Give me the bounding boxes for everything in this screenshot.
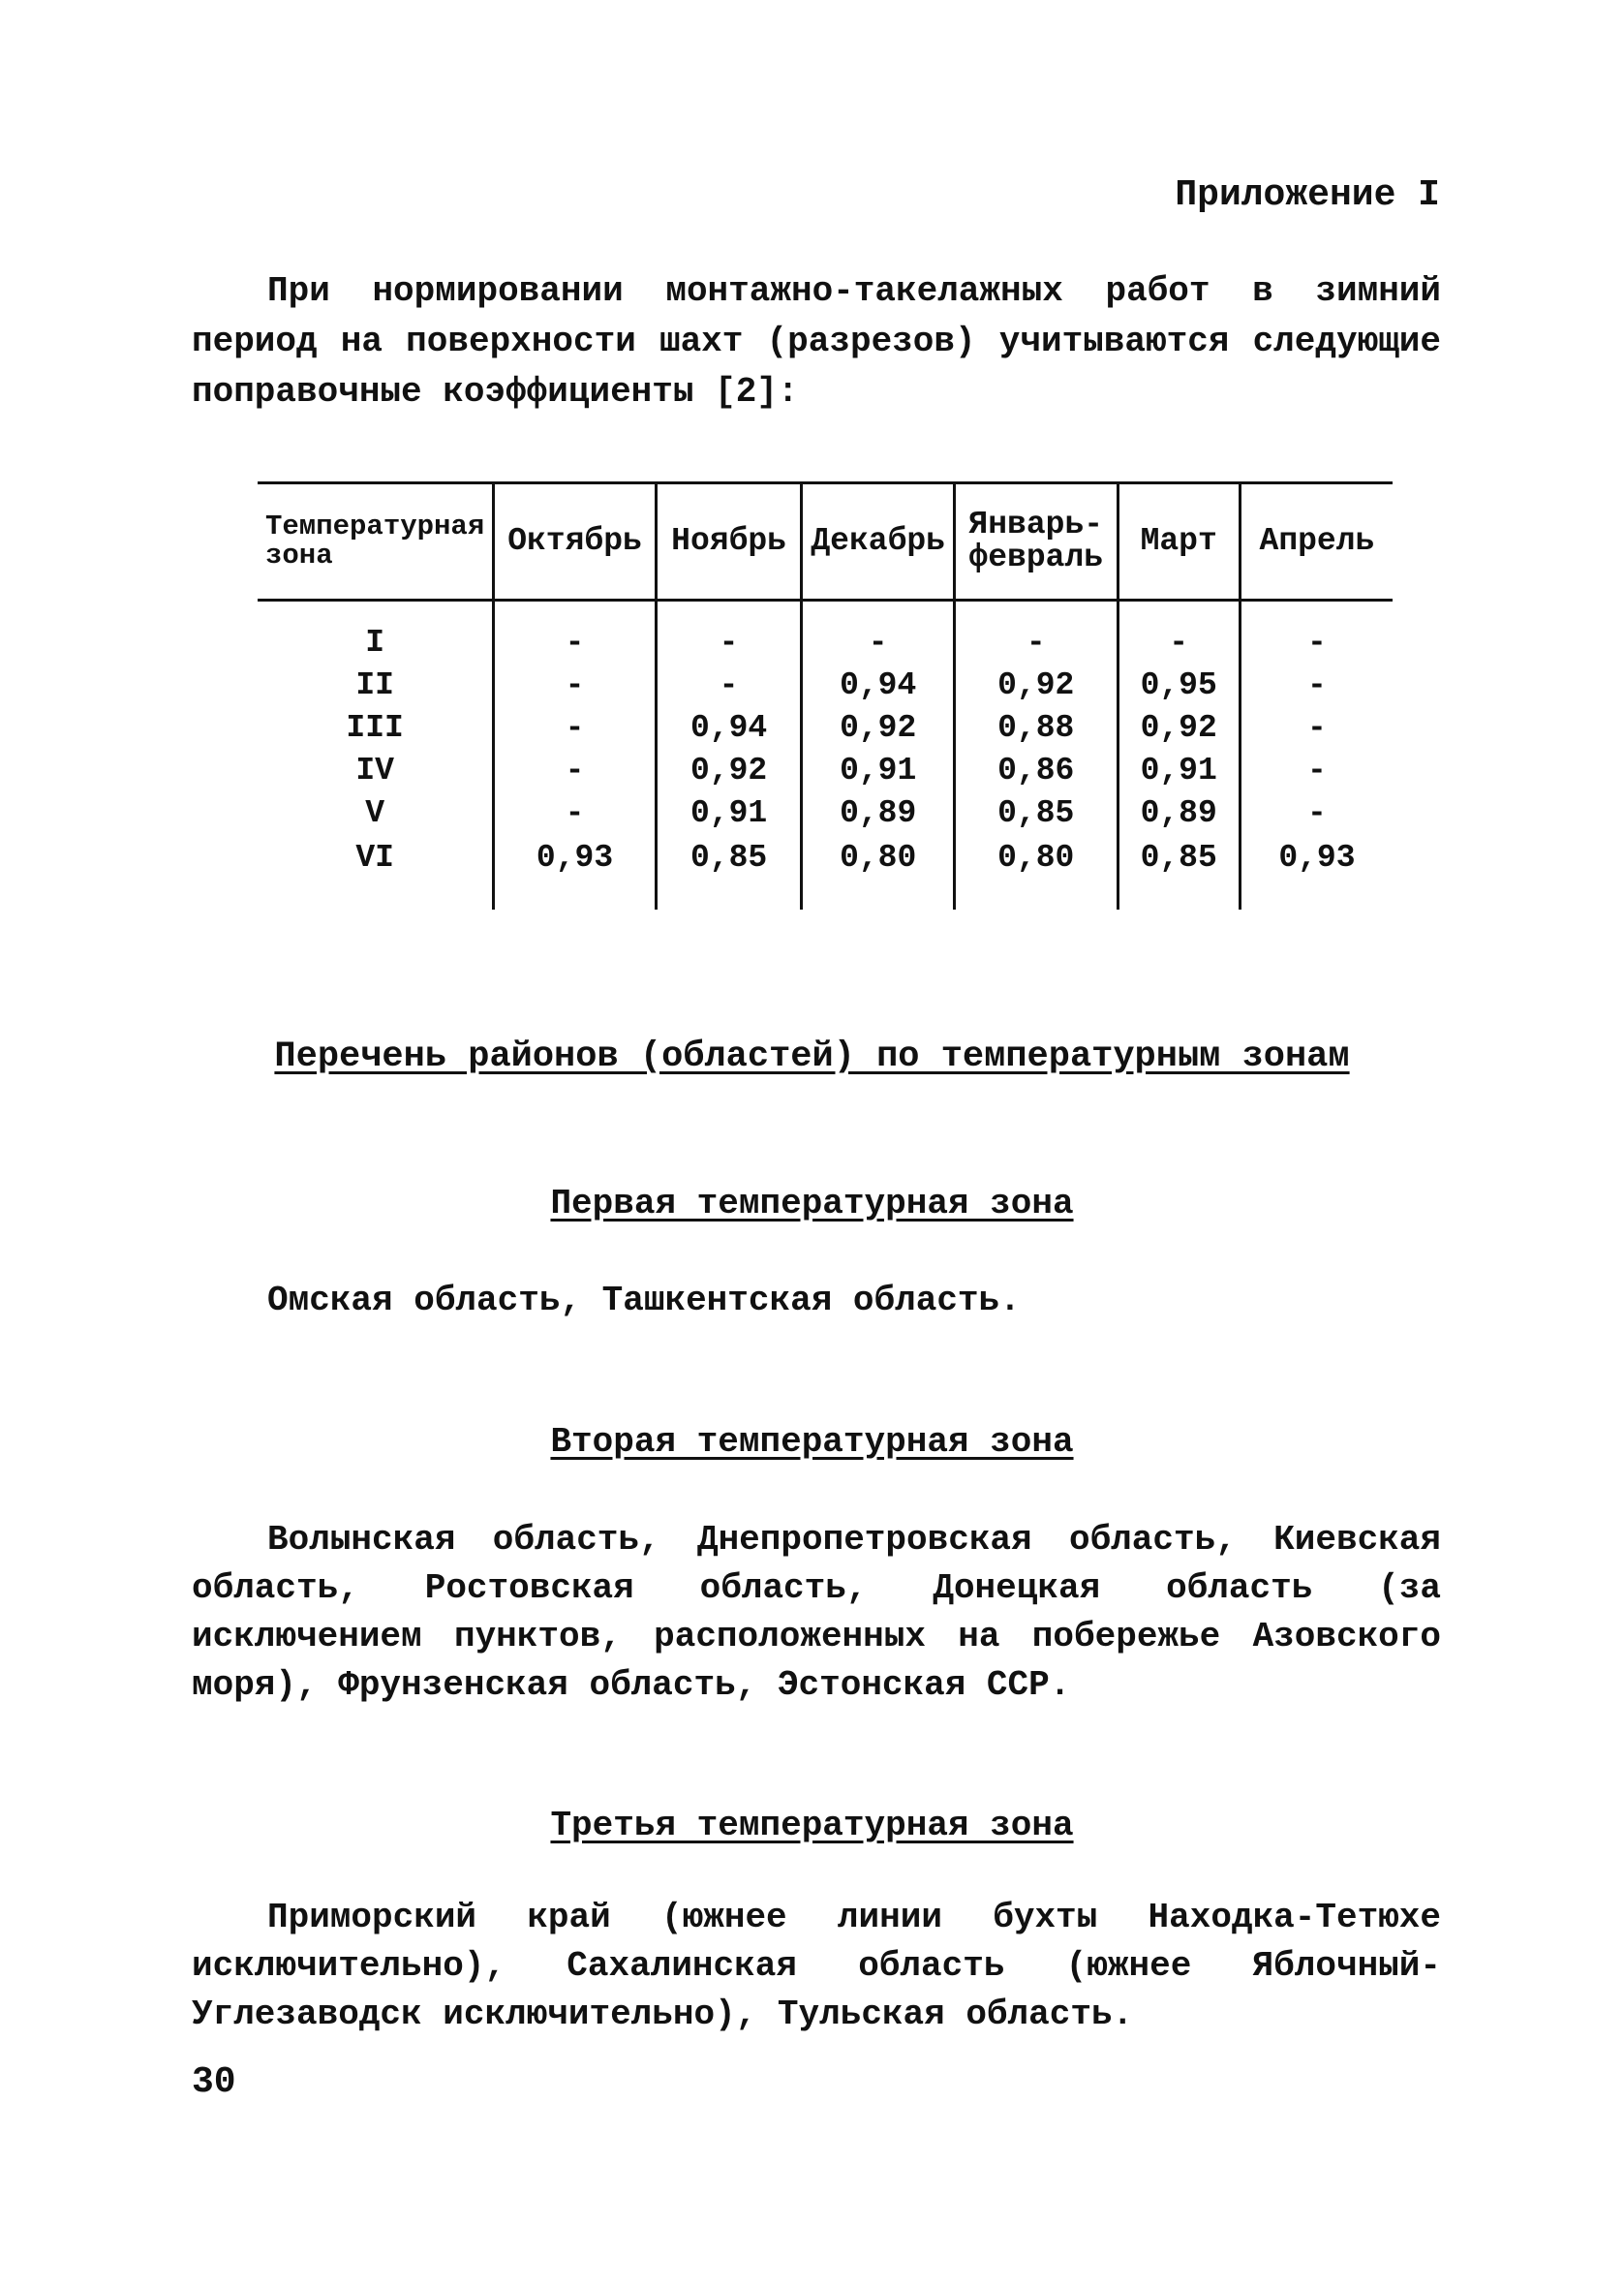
table-cell: 0,92 xyxy=(1118,706,1240,749)
zone-3-paragraph xyxy=(192,1894,1441,2039)
table-cell: 0,94 xyxy=(656,706,802,749)
table-cell: 0,92 xyxy=(954,664,1118,706)
table-cell: 0,91 xyxy=(1118,749,1240,791)
zone-1-text: Омская область, Ташкентская область. xyxy=(267,1281,1021,1320)
table-cell: 0,95 xyxy=(1118,664,1240,706)
table-cell: 0,93 xyxy=(1240,834,1393,910)
table-cell: - xyxy=(1118,601,1240,665)
table-cell: - xyxy=(1240,706,1393,749)
appendix-label: Приложение I xyxy=(1175,174,1440,216)
header-october: Октябрь xyxy=(494,483,657,601)
table-row xyxy=(258,601,1393,665)
table-cell: 0,80 xyxy=(802,834,955,910)
table-cell: - xyxy=(494,749,657,791)
list-heading: Перечень районов (областей) по температурным зонам xyxy=(274,1036,1350,1077)
table-cell: - xyxy=(656,664,802,706)
table-cell: 0,91 xyxy=(802,749,955,791)
table-cell: 0,86 xyxy=(954,749,1118,791)
table-cell: - xyxy=(1240,601,1393,665)
table-cell: - xyxy=(494,706,657,749)
table-cell: - xyxy=(802,601,955,665)
table-cell: 0,85 xyxy=(954,791,1118,834)
table-cell: 0,91 xyxy=(656,791,802,834)
table-row xyxy=(258,706,1393,749)
table-cell: I xyxy=(365,624,385,661)
table-cell: 0,92 xyxy=(802,706,955,749)
table-cell: 0,94 xyxy=(802,664,955,706)
table-row xyxy=(258,834,1393,910)
header-january-february: Январь-февраль xyxy=(954,483,1118,601)
header-november: Ноябрь xyxy=(656,483,802,601)
table-cell: 0,85 xyxy=(656,834,802,910)
table-cell: 0,93 xyxy=(494,834,657,910)
table-cell: - xyxy=(494,791,657,834)
zone-1-paragraph xyxy=(192,1277,1441,1325)
zone-3-text: Приморский край (южнее линии бухты Находка-Тетюхе исключительно), Сахалинская область (южнее Яблочный-Углезаводск исключительно), Тульская область. xyxy=(192,1898,1441,2034)
coefficient-table xyxy=(258,481,1393,910)
table-cell: III xyxy=(346,709,404,746)
table-cell: 0,80 xyxy=(954,834,1118,910)
table-cell: - xyxy=(494,601,657,665)
table-cell: VI xyxy=(355,840,394,876)
intro-text: При нормировании монтажно-такелажных работ в зимний период на поверхности шахт (разрезов) учитываются следующие поправочные коэффициенты [2]: xyxy=(192,271,1441,412)
intro-paragraph xyxy=(192,266,1441,418)
zone-2-paragraph xyxy=(192,1516,1441,1710)
table-row xyxy=(258,791,1393,834)
table-cell: - xyxy=(494,664,657,706)
table-row xyxy=(258,664,1393,706)
table-cell: 0,92 xyxy=(656,749,802,791)
header-zone: Температурная зона xyxy=(258,483,494,601)
table-header-row xyxy=(258,483,1393,601)
header-april: Апрель xyxy=(1240,483,1393,601)
zone-2-heading: Вторая температурная зона xyxy=(550,1422,1074,1462)
table-cell: 0,89 xyxy=(802,791,955,834)
table-cell: V xyxy=(365,794,385,831)
header-december: Декабрь xyxy=(802,483,955,601)
table-cell: - xyxy=(1240,664,1393,706)
table-cell: - xyxy=(1240,749,1393,791)
table-cell: - xyxy=(656,601,802,665)
table-cell: II xyxy=(355,666,394,703)
zone-3-heading: Третья температурная зона xyxy=(550,1806,1074,1845)
zone-2-text: Волынская область, Днепропетровская область, Киевская область, Ростовская область, Донецкая область (за исключением пунктов, расположенных на побережье Азовского моря), Фрунзенская область, Эстонская ССР. xyxy=(192,1520,1441,1705)
table-cell: - xyxy=(954,601,1118,665)
zone-1-heading: Первая температурная зона xyxy=(550,1184,1074,1223)
table-row xyxy=(258,749,1393,791)
table-cell: IV xyxy=(355,752,394,789)
table-cell: 0,89 xyxy=(1118,791,1240,834)
table-cell: 0,88 xyxy=(954,706,1118,749)
header-march: Март xyxy=(1118,483,1240,601)
table-cell: 0,85 xyxy=(1118,834,1240,910)
page-number: 30 xyxy=(192,2061,236,2103)
table-cell: - xyxy=(1240,791,1393,834)
